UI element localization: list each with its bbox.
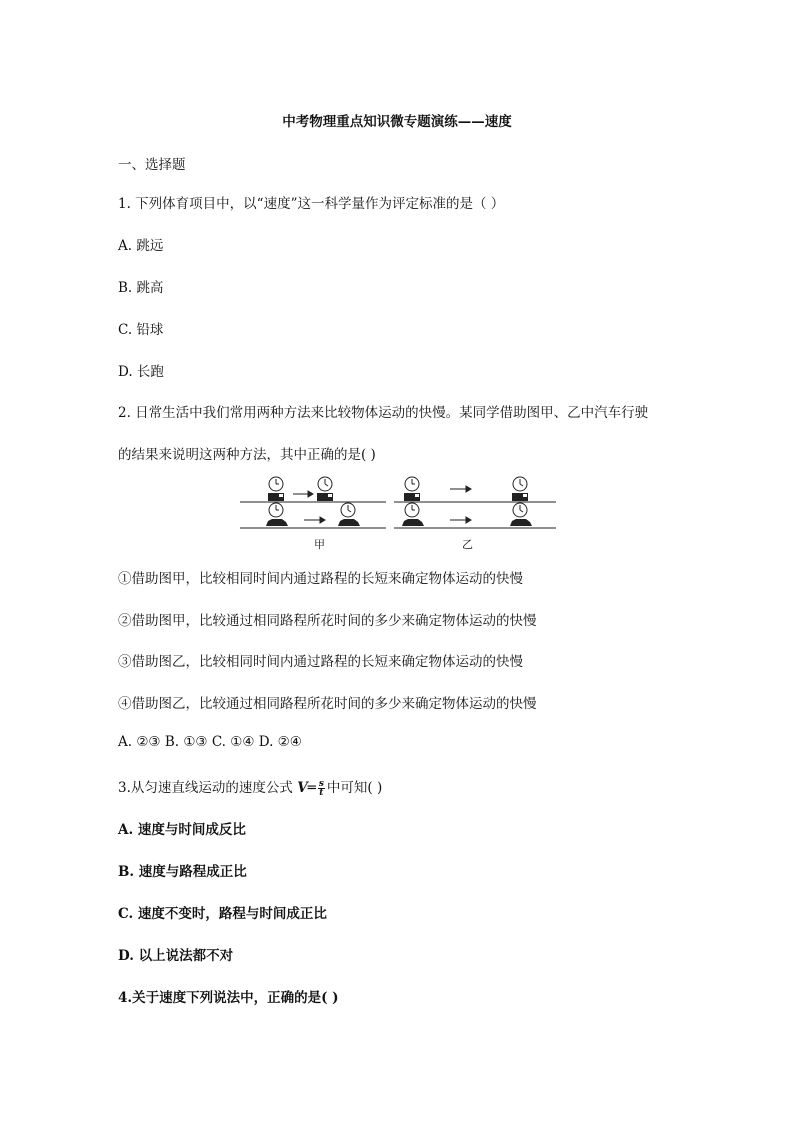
question-2-choices: A. ②③ B. ①③ C. ①④ D. ②④	[118, 734, 302, 750]
figure-label-yi: 乙	[462, 538, 473, 551]
figure-label-jia: 甲	[314, 538, 325, 551]
question-2-statement-4: ④借助图乙，比较通过相同路程所花时间的多少来确定物体运动的快慢	[118, 696, 537, 712]
question-2-statement-3: ③借助图乙，比较相同时间内通过路程的长短来确定物体运动的快慢	[118, 654, 523, 670]
question-1-stem: 1. 下列体育项目中，以“速度”这一科学量作为评定标准的是（ ）	[118, 196, 505, 212]
car-icon	[510, 519, 532, 526]
formula-equals: ═	[307, 780, 316, 796]
question-3-stem	[118, 776, 382, 797]
question-2-statement-2: ②借助图甲，比较通过相同路程所花时间的多少来确定物体运动的快慢	[118, 613, 537, 629]
car-icon	[402, 519, 424, 526]
question-4-stem: 4.关于速度下列说法中，正确的是( )	[118, 990, 339, 1006]
section-heading: 一、选择题	[118, 157, 186, 173]
formula-numerator: s	[318, 779, 324, 789]
cars-comparison-figure	[238, 472, 558, 552]
cars-figure-svg	[238, 472, 558, 552]
question-3-option-b: B. 速度与路程成正比	[118, 864, 247, 880]
question-3-option-a: A. 速度与时间成反比	[118, 822, 246, 838]
question-1-option-a: A. 跳远	[118, 238, 164, 254]
question-2-statement-1: ①借助图甲，比较相同时间内通过路程的长短来确定物体运动的快慢	[118, 571, 523, 587]
question-1-option-b: B. 跳高	[118, 280, 164, 296]
page-title: 中考物理重点知识微专题演练——速度	[282, 114, 512, 130]
question-2-stem-line-1: 2. 日常生活中我们常用两种方法来比较物体运动的快慢。某同学借助图甲、乙中汽车行驶	[118, 405, 649, 421]
question-3-option-d: D. 以上说法都不对	[118, 948, 234, 964]
question-1-option-c: C. 铅球	[118, 322, 164, 338]
question-3-stem-after: 中可知( )	[326, 780, 383, 796]
formula-denominator: t	[319, 788, 324, 798]
formula-v: V	[297, 780, 308, 796]
question-3-stem-before: 3.从匀速直线运动的速度公式	[118, 780, 293, 796]
question-1-option-d: D. 长跑	[118, 364, 164, 380]
question-3-option-c: C. 速度不变时，路程与时间成正比	[118, 906, 327, 922]
car-icon	[338, 519, 360, 526]
car-icon	[266, 519, 288, 526]
question-2-stem-line-2: 的结果来说明这两种方法，其中正确的是( )	[118, 447, 376, 463]
formula-fraction	[318, 780, 325, 797]
